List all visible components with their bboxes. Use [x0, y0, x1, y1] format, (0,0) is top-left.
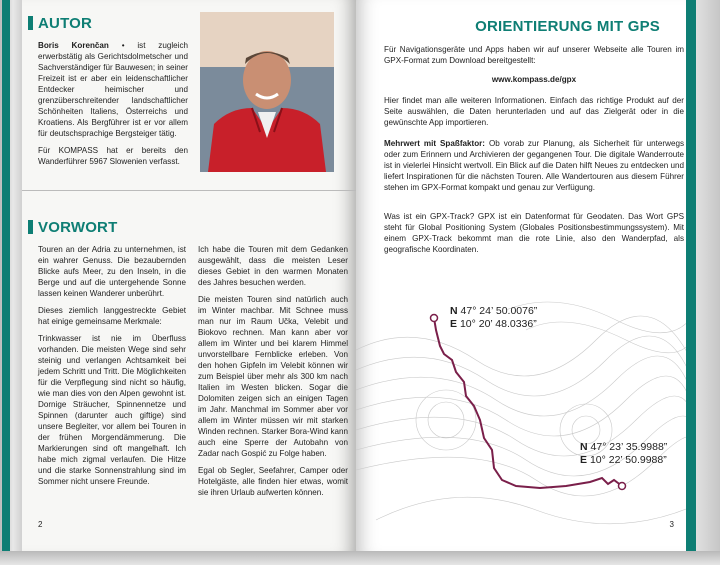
foreword-heading: VORWORT — [38, 219, 118, 236]
foreword-paragraph: Dieses ziemlich langgestreckte Gebiet hat einige gemeinsame Merkmale: — [38, 306, 186, 326]
end-latitude: 47° 23’ 35.9988” — [590, 441, 668, 453]
author-bio — [38, 40, 188, 173]
track-end-marker — [619, 483, 626, 490]
left-cover-strip — [2, 0, 10, 551]
contour-lines — [356, 302, 696, 524]
gps-intro: Für Navigationsgeräte und Apps haben wir auf unserer Webseite alle Touren im GPX-Format zum Download bereitgestellt: — [384, 45, 684, 65]
end-longitude: 10° 22’ 50.9988” — [589, 454, 667, 466]
gps-text — [384, 44, 684, 261]
author-name: Boris Korenčan — [38, 41, 109, 50]
gps-url[interactable]: www.kompass.de/gpx — [491, 75, 577, 84]
foreword-paragraph: Die meisten Touren sind natürlich auch im Winter machbar. Mit Schnee muss man nur im Raum Učka, Velebit und Biokovo rechnen. Man kann aber vor allem im Winter und bei klarem Himmel unvorstellbare Fernblicke erleben. Von den hohen Gipfeln im Velebit können wir zum Beispiel über mehr als 300 km nach Italien im Westen blicken. Sogar die Dolomiten zeigen sich an einigen Tagen im Jahr. Manchmal im Sommer aber vor allem im Winter müssen wir mit starken Winden rechnen. Starker Bora-Wind kann auch eine Sperre der Autobahn von Zadar nach Gospić zu Folge haben. — [198, 295, 348, 458]
coord-e-label: E — [580, 454, 588, 466]
extra-label: Mehrwert mit Spaßfaktor: — [384, 139, 485, 148]
author-bio-text: • ist zugleich erwerbstätig als Gerichtsdolmetscher und Sachverständiger für Bauwesen; in seiner Freizeit ist er aber ein leidenschaftlicher Entdecker heimischer und grenzüberschreitender landschaftlicher Schönheiten Italiens, Österreichs und Kroatiens. Als Bergführer ist er vor allem für deutschsprachige Bergsteiger tätig. — [38, 41, 188, 138]
foreword-paragraph: Egal ob Segler, Seefahrer, Camper oder Hotelgäste, alle finden hier etwas, womit sie ihren Urlaub aufwerten können. — [198, 466, 348, 497]
coord-e-label: E — [450, 318, 458, 330]
coord-n-label: N — [580, 441, 588, 453]
coord-n-label: N — [450, 305, 458, 317]
left-page — [22, 0, 356, 551]
author-heading: AUTOR — [38, 15, 93, 32]
author-kompass-note: Für KOMPASS hat er bereits den Wanderführer 5967 Slowenien verfasst. — [38, 146, 188, 166]
author-heading-bar — [28, 16, 33, 30]
foreword-heading-bar — [28, 220, 33, 234]
author-photo — [200, 12, 334, 172]
end-coordinates — [580, 441, 667, 467]
right-cover-strip — [686, 0, 696, 551]
start-longitude: 10° 20’ 48.0336” — [459, 318, 537, 330]
foreword-paragraph: Ich habe die Touren mit dem Gedanken ausgewählt, dass die meisten Leser dieses Gebiet in den warmen Monaten des Jahres besuchen werden. — [198, 245, 348, 287]
foreword-paragraph: Trinkwasser ist nie im Überfluss vorhanden. Die meisten Wege sind sehr steinig und verlangen Achtsamkeit bei jedem Schritt und Tritt. Die Möglichkeiten für die Verpflegung sind nicht so häufig, wie man dies von den Alpen gewohnt ist. Dornige Sträucher, Spinnennetze und Spinnen (darunter auch giftige) sind unsere Begleiter, vor allem bei Touren in der frühen Morgendämmerung. Die Markierungen sind oft mangelhaft. Ich habe mich zigmal verlaufen. Die Hitze und die starke Sonnenstrahlung sind im Sommer nicht unsere Freunde. — [38, 334, 186, 486]
foreword-paragraph: Touren an der Adria zu unternehmen, ist ein wahrer Genuss. Die bezaubernden Blicke aufs Meer, zu den Inseln, in die Berge und auf die untergehende Sonne lassen keinen Wanderer unberührt. — [38, 245, 186, 298]
page-number-left: 2 — [38, 520, 43, 529]
author-portrait-image — [200, 12, 334, 172]
start-latitude: 47° 24’ 50.0076” — [460, 305, 538, 317]
foreword-column-2 — [198, 244, 348, 504]
gpx-explanation: Was ist ein GPX-Track? GPX ist ein Datenformat für Geodaten. Das Wort GPS steht für Global Positioning System (Globales Positionsbestimmungssystem). Mit einem GPX-Track bekommt man die rote Linie, also den Wanderpfad, als geografische Koordinaten. — [384, 212, 684, 254]
gps-info: Hier findet man alle weiteren Informationen. Einfach das richtige Produkt auf der Seite auswählen, die Daten herunterladen und auf das Zielgerät oder in die gewünschte App importieren. — [384, 96, 684, 127]
book-bottom-shadow — [0, 551, 720, 565]
gps-heading: ORIENTIERUNG MIT GPS — [475, 18, 660, 35]
page-number-right: 3 — [669, 520, 674, 529]
extra-text: Ob vorab zur Planung, als Sicherheit für unterwegs oder zum Erinnern und Archivieren der gegangenen Tour. Die digitale Wanderroute ist in vielerlei Hinsicht wertvoll. Ein Blick auf die Daten hilft Neues zu entdecken und liefert Inspirationen für die nächsten Touren. Alle Wandertouren aus diesem Führer stehen im GPX-Format kompakt und genau zur Verfügung. — [384, 139, 684, 192]
start-coordinates — [450, 305, 537, 331]
section-divider — [22, 190, 356, 191]
foreword-column-1 — [38, 244, 186, 493]
book-right-edge — [696, 0, 720, 551]
right-page — [356, 0, 696, 551]
track-start-marker — [431, 315, 438, 322]
